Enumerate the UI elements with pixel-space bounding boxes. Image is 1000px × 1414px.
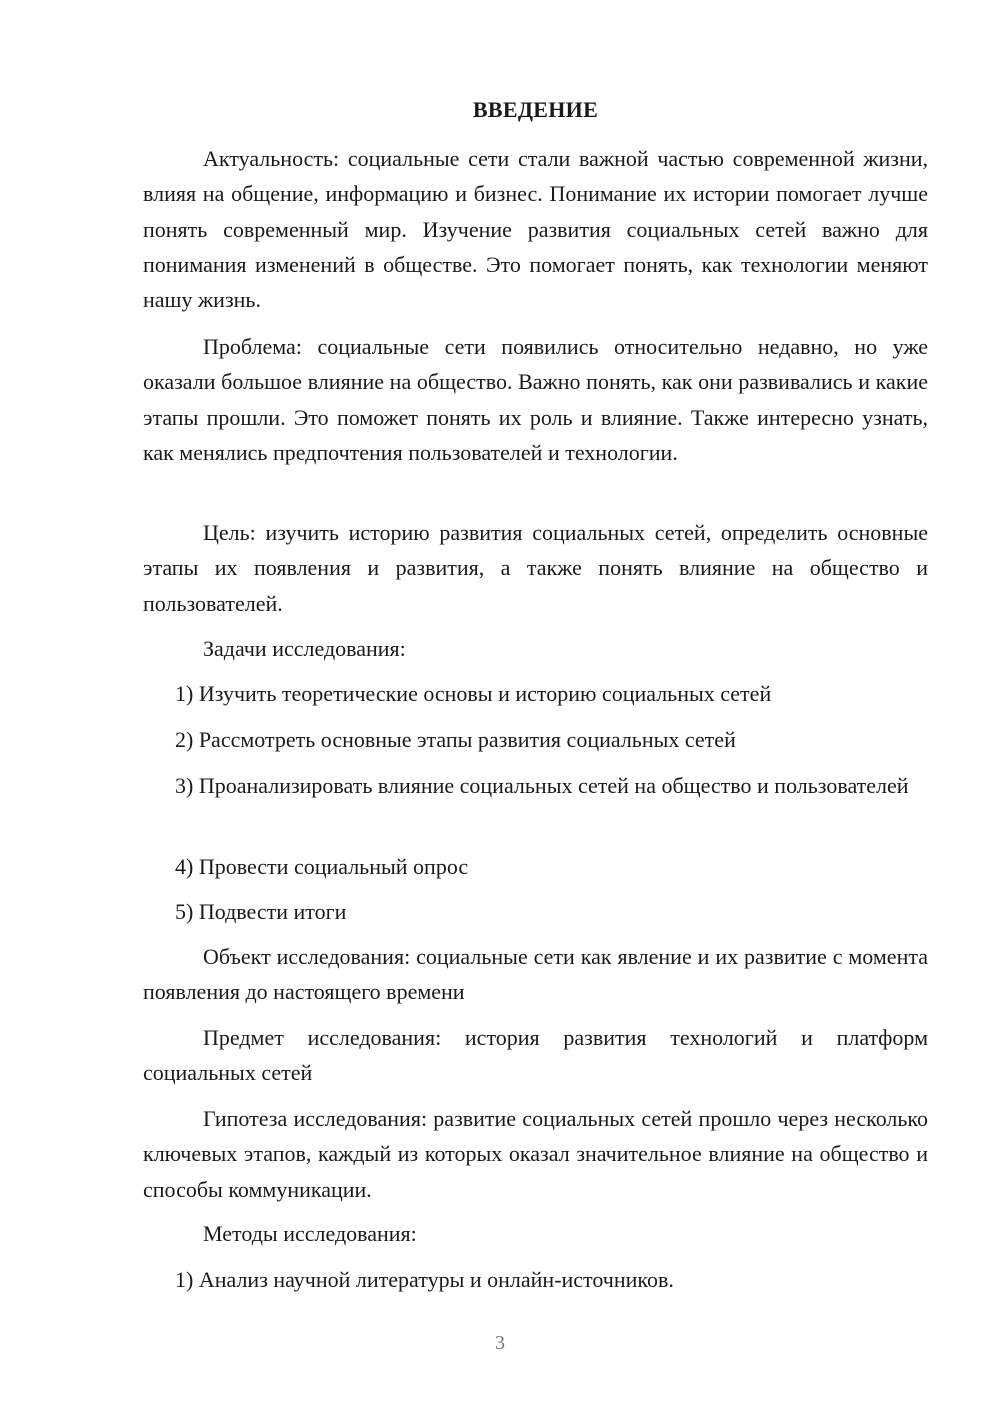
document-page [143,0,928,1414]
page-number: 3 [495,1332,505,1354]
subject-paragraph: Предмет исследования: история развития технологий и платформ социальных сетей [143,1025,928,1086]
task-item-1: 1) Изучить теоретические основы и историю социальных сетей [175,681,772,706]
task-item-4: 4) Провести социальный опрос [175,854,469,879]
relevance-paragraph: Актуальность: социальные сети стали важной частью современной жизни, влияя на общение, информацию и бизнес. Понимание их истории помогает лучше понять современный мир. Изучение развития социальных сетей важно для понимания изменений в обществе. Это помогает понять, как технологии меняют нашу жизнь. [143,146,928,313]
methods-heading: Методы исследования: [203,1221,417,1246]
problem-paragraph: Проблема: социальные сети появились относительно недавно, но уже оказали большое влияние на общество. Важно понять, как они развивались и какие этапы прошли. Это поможет понять их роль и влияние. Также интересно узнать, как менялись предпочтения пользователей и технологии. [143,334,928,465]
task-item-5: 5) Подвести итоги [175,899,347,924]
tasks-heading: Задачи исследования: [203,636,406,661]
page-title: ВВЕДЕНИЕ [472,97,599,122]
goal-paragraph: Цель: изучить историю развития социальных сетей, определить основные этапы их появления и развития, а также понять влияние на общество и пользователей. [143,520,928,616]
method-item-1: 1) Анализ научной литературы и онлайн-источников. [175,1267,674,1292]
hypothesis-paragraph: Гипотеза исследования: развитие социальных сетей прошло через несколько ключевых этапов, каждый из которых оказал значительное влияние на общество и способы коммуникации. [143,1106,928,1202]
task-item-2: 2) Рассмотреть основные этапы развития социальных сетей [175,727,736,752]
object-paragraph: Объект исследования: социальные сети как явление и их развитие с момента появления до настоящего времени [143,944,928,1005]
task-item-3: 3) Проанализировать влияние социальных сетей на общество и пользователей [175,773,909,798]
